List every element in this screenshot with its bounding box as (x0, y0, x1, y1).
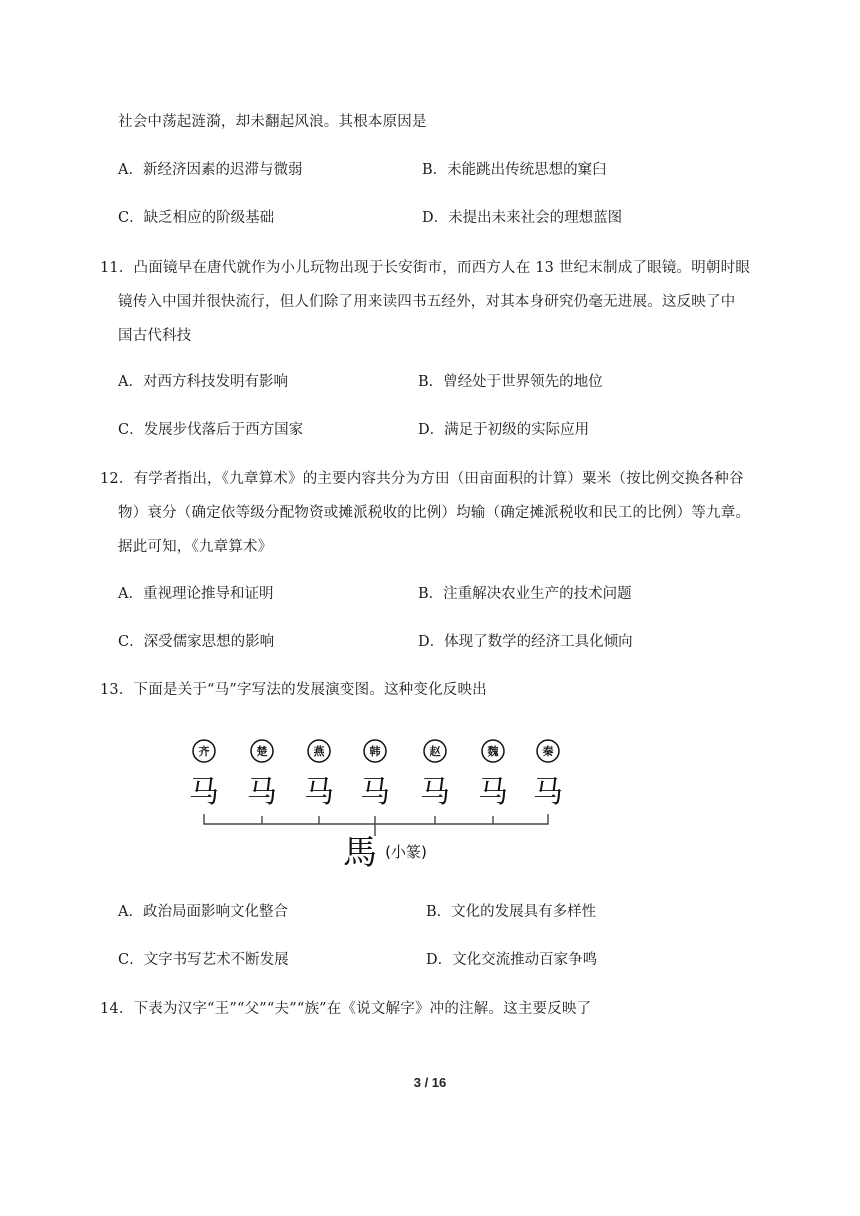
state-horse-glyph: 马 (420, 775, 450, 810)
q11-option-c[interactable]: C．发展步伐落后于西方国家 (118, 422, 304, 438)
state-horse-glyph: 马 (478, 775, 508, 810)
horse-character-evolution-figure (188, 736, 568, 872)
state-name-label: 韩 (369, 745, 381, 758)
q12-stem-line-3: 据此可知，《九章算术》 (118, 539, 273, 555)
q10-stem-tail: 社会中荡起涟漪，却未翻起风浪。其根本原因是 (118, 114, 427, 130)
q12-stem-line-2: 物）衰分（确定依等级分配物资或摊派税收的比例）均输（确定摊派税收和民工的比例）等九章。 (118, 505, 751, 521)
q11-option-d[interactable]: D．满足于初级的实际应用 (418, 422, 590, 438)
q10-option-c[interactable]: C．缺乏相应的阶级基础 (118, 210, 275, 226)
state-name-label: 齐 (198, 745, 210, 758)
state-name-label: 燕 (313, 745, 325, 758)
state-horse-glyph: 马 (189, 775, 219, 810)
page-number: 3 / 16 (413, 1075, 447, 1090)
q11-option-a[interactable]: A．对西方科技发明有影响 (118, 374, 288, 390)
timeline-axis (204, 814, 548, 824)
q11-stem-line-1: 11．凸面镜早在唐代就作为小儿玩物出现于长安街市，而西方人在 13 世纪末制成了眼镜。明朝时眼 (100, 260, 751, 276)
q12-option-d[interactable]: D．体现了数学的经济工具化倾向 (418, 634, 633, 650)
q13-option-a[interactable]: A．政治局面影响文化整合 (118, 904, 288, 920)
q11-stem-line-2: 镜传入中国并很快流行，但人们除了用来读四书五经外，对其本身研究仍毫无进展。这反映了中 (118, 294, 736, 310)
q11-option-b[interactable]: B．曾经处于世界领先的地位 (418, 374, 603, 390)
q12-stem-line-1: 12．有学者指出，《九章算术》的主要内容共分为方田（田亩面积的计算）粟米（按比例交换各种谷 (100, 471, 744, 487)
q12-option-a[interactable]: A．重视理论推导和证明 (118, 586, 274, 602)
q10-option-d[interactable]: D．未提出未来社会的理想蓝图 (422, 210, 623, 226)
state-horse-glyph: 马 (360, 775, 390, 810)
small-seal-label: (小篆) (385, 843, 427, 861)
q13-option-c[interactable]: C．文字书写艺术不断发展 (118, 952, 289, 968)
q13-option-d[interactable]: D．文化交流推动百家争鸣 (426, 952, 598, 968)
small-seal-glyph: 馬 (343, 833, 377, 872)
state-horse-glyph: 马 (304, 775, 334, 810)
q10-option-b[interactable]: B．未能跳出传统思想的窠臼 (422, 162, 607, 178)
q12-option-b[interactable]: B．注重解决农业生产的技术问题 (418, 586, 632, 602)
q14-stem: 14．下表为汉字“王”“父”“夫”“族”在《说文解字》冲的注解。这主要反映了 (100, 1001, 592, 1017)
q13-stem: 13．下面是关于“马”字写法的发展演变图。这种变化反映出 (100, 682, 487, 698)
state-name-label: 秦 (542, 745, 554, 758)
state-name-label: 魏 (487, 745, 499, 758)
q13-option-b[interactable]: B．文化的发展具有多样性 (426, 904, 597, 920)
state-horse-glyph: 马 (247, 775, 277, 810)
q10-option-a[interactable]: A．新经济因素的迟滞与微弱 (118, 162, 303, 178)
q11-stem-line-3: 国古代科技 (118, 328, 192, 344)
q12-option-c[interactable]: C．深受儒家思想的影响 (118, 634, 275, 650)
state-name-label: 赵 (429, 745, 441, 758)
state-horse-glyph: 马 (533, 775, 563, 810)
state-name-label: 楚 (256, 745, 268, 758)
